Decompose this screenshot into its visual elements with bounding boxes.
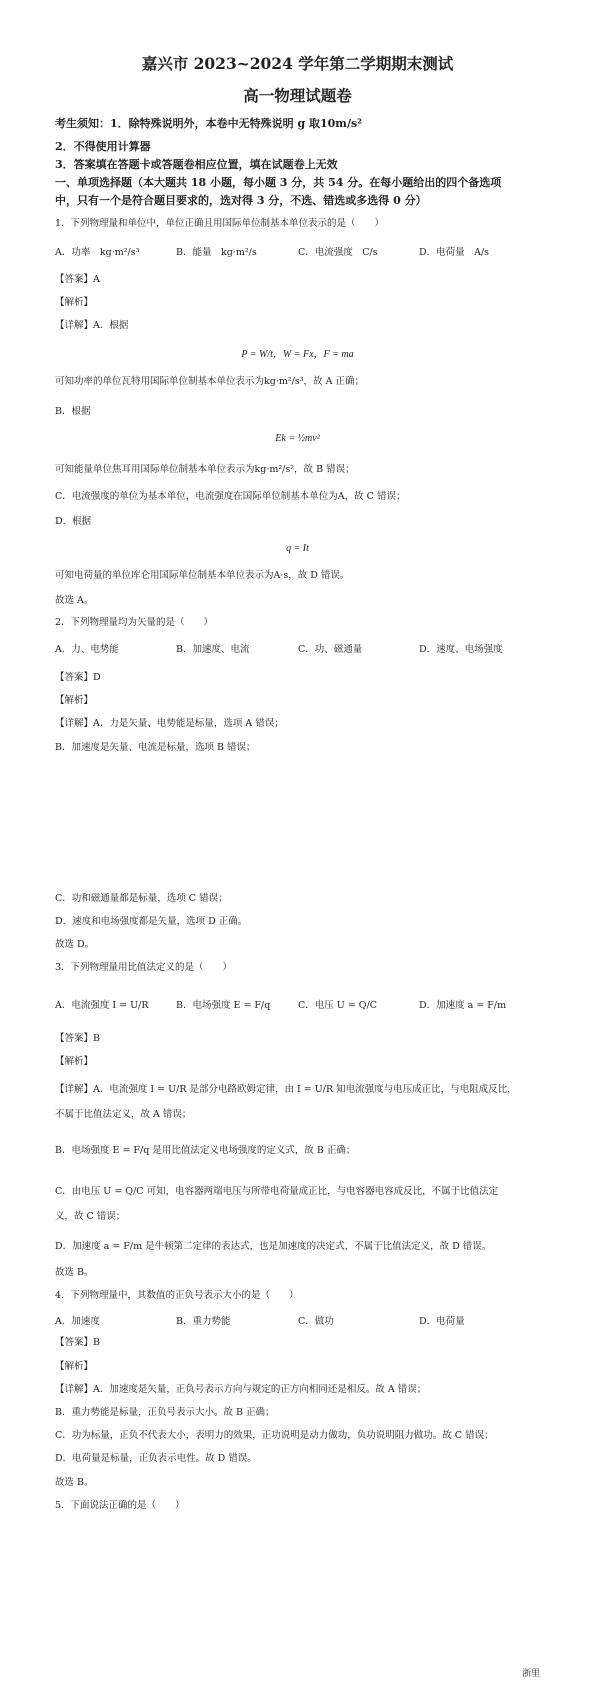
q2-para-1: 【详解】A．力是矢量、电势能是标量，选项 A 错误；: [55, 718, 284, 729]
q4-para-2: B．重力势能是标量，正负号表示大小。故 B 正确；: [55, 1407, 275, 1418]
q4-stem: 4．下列物理量中，其数值的正负号表示大小的是（ ）: [55, 1290, 299, 1301]
q2-para-3: C．功和磁通量都是标量，选项 C 错误；: [55, 893, 228, 904]
q4-para-1: 【详解】A．加速度是矢量，正负号表示方向与规定的正方向相同还是相反。故 A 错误；: [55, 1384, 427, 1395]
q1-stem: 1．下列物理量和单位中，单位正确且用国际单位制基本单位表示的是（ ）: [55, 218, 385, 229]
q2-stem: 2．下列物理量均为矢量的是（ ）: [55, 617, 214, 628]
q4-para-4: D．电荷量是标量，正负表示电性。故 D 错误。: [55, 1453, 257, 1464]
q1-analysis: 【解析】: [55, 297, 94, 308]
notice-line-3: 3．答案填在答题卡或答题卷相应位置，填在试题卷上无效: [55, 158, 338, 171]
q3-para-3b: 义，故 C 错误；: [55, 1211, 126, 1222]
q3-stem: 3．下列物理量用比值法定义的是（ ）: [55, 962, 233, 973]
exam-title: 嘉兴市 2023~2024 学年第二学期期末测试: [141, 54, 454, 73]
q2-answer: 【答案】D: [55, 672, 101, 683]
q1-para-7: 故选 A。: [55, 595, 94, 606]
exam-subtitle: 高一物理试题卷: [243, 86, 352, 105]
q3-para-1: 【详解】A．电流强度 I = U/R 是部分电路欧姆定律，由 I = U/R 知电流强度与电压成正比，与电阻成反比，: [55, 1084, 517, 1095]
q4-answer: 【答案】B: [55, 1337, 100, 1348]
q1-formula-charge: q = It: [286, 543, 309, 554]
q1-para-3: 可知能量单位焦耳用国际单位制基本单位表示为kg·m²/s²，故 B 错误；: [55, 464, 355, 475]
q3-answer: 【答案】B: [55, 1033, 100, 1044]
q1-formula-energy: Ek = ½mv²: [275, 433, 320, 444]
q1-option-c: C．电流强度 C/s: [298, 247, 378, 258]
q1-para-6: 可知电荷量的单位库仑用国际单位制基本单位表示为A·s，故 D 错误。: [55, 570, 350, 581]
q1-para-1: 可知功率的单位瓦特用国际单位制基本单位表示为kg·m²/s³，故 A 正确；: [55, 376, 364, 387]
q3-para-4: D．加速度 a = F/m 是牛顿第二定律的表达式，也是加速度的决定式，不属于比值法定义，故 D 错误。: [55, 1241, 492, 1252]
q3-para-3: C．由电压 U = Q/C 可知，电容器两端电压与所带电荷量成正比，与电容器电容成反比，不属于比值法定: [55, 1186, 499, 1197]
section-heading-2: 中，只有一个是符合题目要求的，选对得 3 分，不选、错选或多选得 0 分）: [55, 194, 427, 207]
q1-para-5: D．根据: [55, 516, 92, 527]
q3-analysis: 【解析】: [55, 1056, 94, 1067]
q3-option-c: C．电压 U = Q/C: [298, 1000, 378, 1011]
q2-option-d: D．速度、电场强度: [419, 644, 503, 655]
q1-para-2: B．根据: [55, 406, 91, 417]
q3-option-b: B．电场强度 E = F/q: [176, 1000, 271, 1011]
q4-option-c: C．做功: [298, 1316, 334, 1327]
q3-para-5: 故选 B。: [55, 1267, 94, 1278]
q1-answer: 【答案】A: [55, 274, 100, 285]
q4-option-b: B．重力势能: [176, 1316, 231, 1327]
q2-para-5: 故选 D。: [55, 939, 95, 950]
q4-para-5: 故选 B。: [55, 1477, 94, 1488]
q2-option-a: A．力、电势能: [55, 644, 119, 655]
q4-option-a: A．加速度: [55, 1316, 100, 1327]
q1-para-4: C．电流强度的单位为基本单位，电流强度在国际单位制基本单位为A，故 C 错误；: [55, 491, 406, 502]
q2-para-2: B．加速度是矢量、电流是标量，选项 B 错误；: [55, 742, 256, 753]
q3-option-d: D．加速度 a = F/m: [419, 1000, 507, 1011]
notice-line-2: 2．不得使用计算器: [55, 140, 151, 153]
q3-para-1b: 不属于比值法定义，故 A 错误；: [55, 1109, 192, 1120]
q3-para-2: B．电场强度 E = F/q 是用比值法定义电场强度的定义式，故 B 正确；: [55, 1145, 356, 1156]
q2-analysis: 【解析】: [55, 695, 94, 706]
q2-option-b: B．加速度、电流: [176, 644, 250, 655]
q1-option-a: A．功率 kg·m²/s³: [55, 247, 140, 258]
q1-formula-power: P = W/t，W = Fx，F = ma: [241, 349, 354, 360]
notice-line-1: 考生须知：1．除特殊说明外，本卷中无特殊说明 g 取10m/s²: [55, 117, 362, 130]
q1-option-b: B．能量 kg·m²/s: [176, 247, 257, 258]
q5-stem: 5．下面说法正确的是（ ）: [55, 1500, 185, 1511]
q4-option-d: D．电荷量: [419, 1316, 465, 1327]
q3-option-a: A．电流强度 I = U/R: [55, 1000, 149, 1011]
q4-para-3: C．功为标量，正负不代表大小，表明力的效果，正功说明是动力做功，负功说明阻力做功。故 C 错误；: [55, 1430, 494, 1441]
page-footer: 浙里: [522, 1669, 541, 1679]
q4-analysis: 【解析】: [55, 1361, 94, 1372]
q1-option-d: D．电荷量 A/s: [419, 247, 490, 258]
q2-option-c: C．功、磁通量: [298, 644, 363, 655]
q2-para-4: D．速度和电场强度都是矢量，选项 D 正确。: [55, 916, 248, 927]
q1-detail: 【详解】A．根据: [55, 320, 129, 331]
section-heading-1: 一、单项选择题（本大题共 18 小题，每小题 3 分，共 54 分。在每小题给出的四个备选项: [55, 176, 502, 189]
